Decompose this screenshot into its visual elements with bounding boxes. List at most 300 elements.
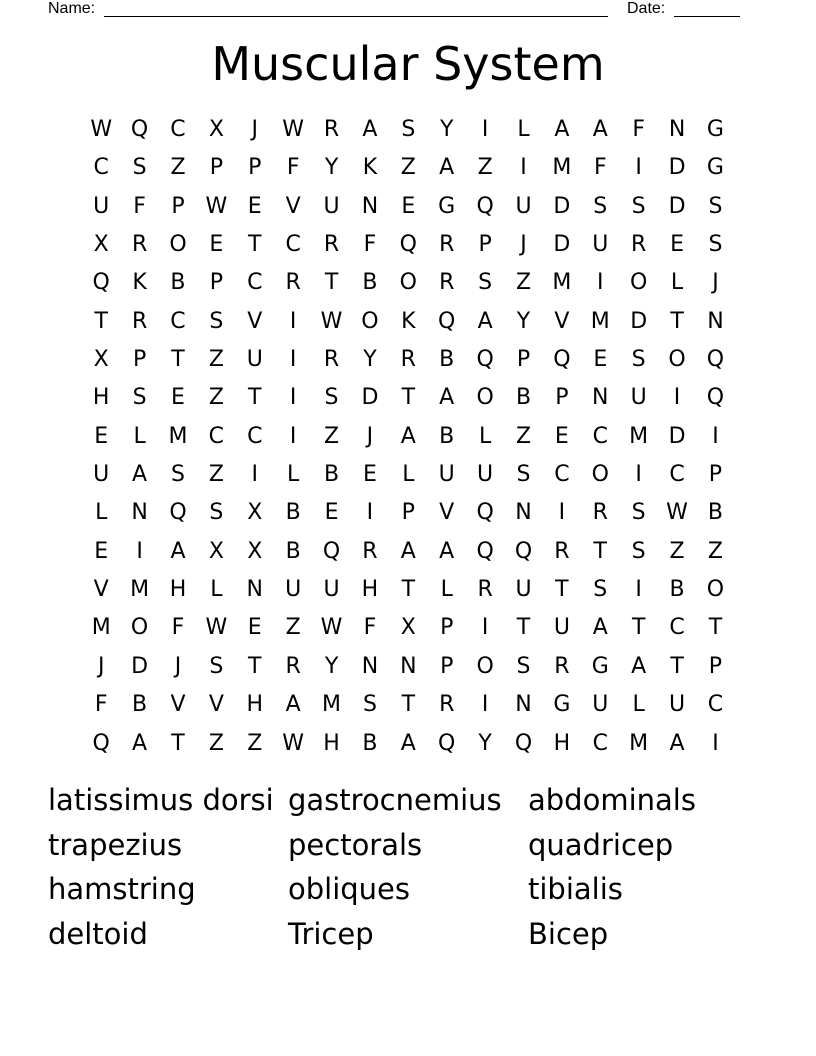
grid-cell: I <box>635 155 642 181</box>
grid-cell: Q <box>130 117 149 142</box>
grid-cell: A <box>362 117 378 142</box>
grid-cell: D <box>630 308 648 334</box>
grid-cell: S <box>516 653 531 679</box>
word-list-item: hamstring <box>48 872 196 906</box>
grid-cell: C <box>592 730 608 756</box>
word-list-item: obliques <box>288 872 411 906</box>
grid-cell: M <box>130 577 150 603</box>
grid-cell: S <box>209 500 224 526</box>
grid-cell: L <box>95 500 108 526</box>
grid-cell: P <box>401 500 415 526</box>
grid-cell: Z <box>208 730 224 756</box>
grid-cell: E <box>247 615 262 641</box>
grid-cell: Q <box>706 385 725 411</box>
grid-cell: G <box>438 193 456 219</box>
grid-cell: M <box>168 423 188 449</box>
grid-cell: D <box>361 385 379 411</box>
grid-cell: Q <box>92 270 110 296</box>
grid-cell: U <box>477 462 494 488</box>
grid-cell: L <box>478 423 492 449</box>
grid-cell: B <box>707 500 723 526</box>
grid-cell: M <box>629 423 649 449</box>
grid-cell: D <box>668 423 686 449</box>
grid-cell: T <box>401 385 416 411</box>
grid-cell: U <box>592 692 609 718</box>
grid-cell: Z <box>515 423 532 449</box>
grid-cell: V <box>208 692 224 718</box>
grid-cell: S <box>478 270 493 296</box>
grid-cell: I <box>635 462 642 488</box>
grid-cell: B <box>515 385 532 411</box>
grid-cell: D <box>553 193 571 219</box>
grid-cell: Y <box>478 730 492 756</box>
grid-cell: R <box>592 500 608 526</box>
grid-cell: A <box>400 423 416 449</box>
grid-cell: P <box>708 462 723 488</box>
grid-cell: A <box>439 538 455 564</box>
grid-cell: L <box>440 577 453 603</box>
grid-cell: C <box>592 423 608 449</box>
grid-cell: R <box>439 692 455 718</box>
grid-cell: Q <box>92 730 110 756</box>
grid-cell: T <box>708 615 723 641</box>
grid-cell: X <box>400 615 416 641</box>
grid-cell: B <box>170 270 186 296</box>
grid-cell: T <box>401 577 416 603</box>
grid-cell: Z <box>208 347 224 373</box>
grid-cell: M <box>91 615 111 641</box>
grid-cell: Q <box>476 500 494 526</box>
grid-cell: B <box>439 347 455 373</box>
grid-cell: P <box>171 193 185 219</box>
grid-cell: R <box>131 308 148 334</box>
grid-cell: B <box>362 730 378 756</box>
grid-cell: I <box>673 385 681 411</box>
grid-cell: P <box>209 155 223 181</box>
letter-grid <box>82 111 735 763</box>
grid-cell: O <box>476 653 494 679</box>
grid-cell: I <box>712 730 719 756</box>
grid-cell: Y <box>363 347 377 373</box>
grid-cell: A <box>400 730 416 756</box>
grid-cell: D <box>668 155 686 181</box>
grid-cell: U <box>669 692 686 718</box>
grid-cell: L <box>210 577 223 603</box>
grid-cell: H <box>169 577 187 603</box>
name-label: Name: <box>48 0 96 17</box>
grid-cell: B <box>132 692 148 718</box>
grid-cell: M <box>552 155 572 181</box>
word-list-item: tibialis <box>528 872 623 906</box>
grid-cell: I <box>520 155 527 181</box>
name-blank-line <box>104 16 608 17</box>
grid-cell: C <box>170 308 186 334</box>
grid-cell: W <box>282 117 305 142</box>
grid-cell: Z <box>208 462 224 488</box>
word-list-item: gastrocnemius <box>288 783 502 817</box>
grid-cell: R <box>131 232 148 258</box>
grid-cell: O <box>130 615 149 641</box>
grid-cell: C <box>707 692 724 718</box>
grid-cell: T <box>631 615 646 641</box>
word-list-item: pectorals <box>288 827 423 862</box>
grid-cell: E <box>362 462 377 488</box>
grid-cell: Y <box>439 117 454 142</box>
grid-cell: B <box>669 577 685 603</box>
grid-cell: I <box>712 423 719 449</box>
grid-cell: O <box>169 232 187 258</box>
grid-cell: I <box>251 462 258 488</box>
grid-cell: P <box>209 270 223 296</box>
grid-cell: B <box>362 270 378 296</box>
grid-cell: I <box>597 270 604 296</box>
grid-cell: F <box>363 615 377 641</box>
grid-cell: E <box>670 232 684 258</box>
grid-cell: S <box>132 155 147 181</box>
grid-cell: I <box>289 385 297 411</box>
grid-cell: W <box>666 500 688 526</box>
grid-cell: U <box>438 462 455 488</box>
grid-cell: I <box>136 538 143 564</box>
grid-cell: P <box>555 385 569 411</box>
grid-cell: V <box>285 193 301 219</box>
grid-cell: C <box>669 615 685 641</box>
grid-cell: Z <box>324 423 340 449</box>
grid-cell: Z <box>400 155 416 181</box>
grid-cell: C <box>554 462 570 488</box>
grid-cell: H <box>92 385 110 411</box>
grid-cell: S <box>593 193 608 219</box>
grid-cell: H <box>323 730 340 756</box>
grid-cell: R <box>439 270 455 296</box>
grid-cell: D <box>131 653 149 679</box>
grid-cell: B <box>439 423 455 449</box>
grid-cell: S <box>631 538 646 564</box>
grid-cell: I <box>635 577 642 603</box>
grid-cell: U <box>93 193 110 219</box>
grid-cell: T <box>324 270 339 296</box>
grid-cell: G <box>706 155 724 181</box>
grid-cell: S <box>631 500 646 526</box>
grid-cell: F <box>171 615 185 641</box>
grid-cell: A <box>631 653 647 679</box>
grid-cell: S <box>631 347 646 373</box>
grid-cell: M <box>552 270 572 296</box>
grid-cell: Q <box>706 347 725 373</box>
grid-cell: Y <box>324 653 339 679</box>
grid-cell: U <box>323 577 340 603</box>
grid-cell: P <box>440 615 454 641</box>
grid-cell: J <box>520 232 527 258</box>
grid-cell: X <box>93 232 109 258</box>
word-list-item: deltoid <box>48 916 148 951</box>
grid-cell: W <box>320 615 343 641</box>
grid-cell: U <box>246 347 263 373</box>
grid-cell: S <box>516 462 531 488</box>
grid-cell: H <box>361 577 379 603</box>
grid-cell: T <box>171 730 185 756</box>
word-list <box>48 778 768 956</box>
grid-cell: P <box>248 155 262 181</box>
grid-cell: R <box>323 347 340 373</box>
grid-cell: A <box>285 692 301 718</box>
grid-cell: Y <box>516 308 531 334</box>
grid-cell: N <box>131 500 148 526</box>
grid-cell: Q <box>399 232 417 258</box>
grid-cell: S <box>132 385 147 411</box>
grid-cell: G <box>553 692 571 718</box>
grid-cell: S <box>708 193 723 219</box>
grid-cell: Q <box>169 500 187 526</box>
grid-cell: R <box>631 232 647 258</box>
grid-cell: Q <box>438 308 456 334</box>
grid-cell: Z <box>669 538 685 564</box>
grid-cell: V <box>170 692 186 718</box>
grid-cell: T <box>670 308 684 334</box>
grid-cell: O <box>476 385 494 411</box>
grid-cell: L <box>402 462 415 488</box>
grid-cell: Z <box>285 615 301 641</box>
grid-cell: C <box>208 423 225 449</box>
grid-cell: Z <box>707 538 723 564</box>
grid-cell: I <box>289 308 297 334</box>
grid-cell: P <box>708 653 723 679</box>
grid-cell: T <box>670 653 684 679</box>
grid-cell: Z <box>247 730 263 756</box>
grid-cell: I <box>289 347 297 373</box>
grid-cell: B <box>285 500 301 526</box>
grid-cell: O <box>361 308 379 334</box>
grid-cell: P <box>516 347 531 373</box>
grid-cell: F <box>94 692 108 718</box>
grid-cell: U <box>515 577 532 603</box>
grid-cell: R <box>323 117 340 142</box>
grid-cell: Z <box>170 155 186 181</box>
grid-cell: R <box>554 653 570 679</box>
grid-cell: I <box>481 615 489 641</box>
grid-cell: Q <box>322 538 341 564</box>
grid-cell: N <box>515 500 532 526</box>
grid-cell: A <box>132 462 148 488</box>
grid-cell: R <box>323 232 340 258</box>
grid-cell: L <box>133 423 146 449</box>
grid-cell: V <box>554 308 570 334</box>
grid-cell: M <box>629 730 649 756</box>
grid-cell: S <box>209 308 224 334</box>
grid-cell: S <box>631 193 646 219</box>
grid-cell: Q <box>476 538 494 564</box>
grid-cell: U <box>93 462 110 488</box>
grid-cell: T <box>593 538 607 564</box>
grid-cell: I <box>289 423 297 449</box>
grid-cell: Z <box>515 270 532 296</box>
grid-cell: F <box>133 193 146 219</box>
grid-cell: F <box>363 232 377 258</box>
grid-cell: I <box>481 117 489 142</box>
grid-cell: N <box>515 692 532 718</box>
grid-cell: W <box>205 615 228 641</box>
grid-cell: L <box>287 462 300 488</box>
grid-cell: S <box>593 577 608 603</box>
word-list-item: Bicep <box>528 916 609 951</box>
grid-cell: A <box>592 615 608 641</box>
grid-cell: M <box>590 308 610 334</box>
grid-cell: B <box>323 462 340 488</box>
grid-cell: N <box>361 653 379 679</box>
grid-cell: C <box>247 270 263 296</box>
grid-cell: Q <box>514 538 533 564</box>
grid-cell: Q <box>438 730 456 756</box>
word-list-item: trapezius <box>48 827 183 862</box>
word-list-item: abdominals <box>528 783 696 817</box>
grid-cell: L <box>632 692 645 718</box>
grid-cell: C <box>93 155 109 181</box>
grid-cell: E <box>593 347 608 373</box>
grid-cell: D <box>668 193 686 219</box>
grid-cell: A <box>439 385 455 411</box>
grid-cell: K <box>132 270 147 296</box>
grid-cell: E <box>324 500 339 526</box>
grid-cell: E <box>94 423 109 449</box>
grid-cell: O <box>591 462 609 488</box>
grid-cell: U <box>323 193 340 219</box>
grid-cell: R <box>362 538 378 564</box>
grid-cell: U <box>285 577 302 603</box>
grid-cell: Q <box>514 730 533 756</box>
grid-cell: J <box>97 653 105 679</box>
grid-cell: J <box>251 117 258 142</box>
grid-cell: N <box>668 117 686 142</box>
grid-cell: G <box>591 653 609 679</box>
grid-cell: U <box>515 193 532 219</box>
grid-cell: J <box>174 653 182 679</box>
header-line <box>48 0 748 20</box>
grid-cell: N <box>246 577 263 603</box>
grid-cell: Z <box>477 155 493 181</box>
grid-cell: A <box>592 117 608 142</box>
grid-cell: Q <box>476 347 494 373</box>
grid-cell: S <box>170 462 185 488</box>
grid-cell: N <box>361 193 379 219</box>
grid-cell: S <box>401 117 416 142</box>
grid-cell: T <box>248 232 262 258</box>
grid-cell: S <box>324 385 339 411</box>
grid-cell: N <box>400 653 417 679</box>
grid-cell: A <box>400 538 416 564</box>
grid-cell: U <box>592 232 609 258</box>
grid-cell: H <box>553 730 571 756</box>
grid-cell: K <box>362 155 378 181</box>
grid-cell: H <box>246 692 264 718</box>
grid-cell: T <box>171 347 185 373</box>
grid-cell: C <box>247 423 263 449</box>
grid-cell: J <box>366 423 374 449</box>
grid-cell: A <box>477 308 493 334</box>
grid-cell: Q <box>476 193 494 219</box>
grid-cell: O <box>630 270 648 296</box>
grid-cell: F <box>593 155 607 181</box>
grid-cell: U <box>553 615 570 641</box>
grid-cell: B <box>285 538 301 564</box>
grid-cell: Z <box>208 385 224 411</box>
grid-cell: J <box>712 270 719 296</box>
grid-cell: A <box>132 730 148 756</box>
grid-cell: X <box>247 500 263 526</box>
grid-cell: N <box>592 385 609 411</box>
grid-cell: F <box>632 117 645 142</box>
grid-cell: A <box>439 155 455 181</box>
grid-cell: R <box>554 538 570 564</box>
grid-cell: X <box>93 347 109 373</box>
grid-cell: V <box>439 500 455 526</box>
grid-cell: S <box>362 692 377 718</box>
grid-cell: T <box>248 385 262 411</box>
grid-cell: I <box>481 692 489 718</box>
grid-cell: N <box>707 308 724 334</box>
grid-cell: P <box>132 347 147 373</box>
grid-cell: W <box>320 308 343 334</box>
grid-cell: R <box>400 347 416 373</box>
grid-cell: W <box>282 730 305 756</box>
grid-cell: C <box>669 462 685 488</box>
grid-cell: A <box>669 730 685 756</box>
grid-cell: O <box>668 347 686 373</box>
grid-cell: Q <box>553 347 571 373</box>
grid-cell: E <box>401 193 416 219</box>
grid-cell: V <box>247 308 263 334</box>
grid-cell: T <box>248 653 262 679</box>
grid-cell: Y <box>324 155 339 181</box>
grid-cell: E <box>94 538 109 564</box>
date-label: Date: <box>627 0 666 17</box>
grid-cell: O <box>706 577 725 603</box>
grid-cell: E <box>247 193 262 219</box>
grid-cell: R <box>285 653 301 679</box>
grid-cell: W <box>205 193 228 219</box>
grid-cell: I <box>558 500 566 526</box>
grid-cell: F <box>286 155 300 181</box>
word-list-item: latissimus dorsi <box>48 783 274 817</box>
grid-cell: X <box>208 117 224 142</box>
grid-cell: W <box>90 117 113 142</box>
grid-cell: E <box>171 385 185 411</box>
grid-cell: K <box>401 308 416 334</box>
grid-cell: T <box>516 615 531 641</box>
word-list-item: quadricep <box>528 827 674 862</box>
grid-cell: U <box>630 385 647 411</box>
grid-cell: G <box>706 117 724 142</box>
word-list-item: Tricep <box>288 916 374 951</box>
grid-cell: L <box>670 270 684 296</box>
grid-cell: P <box>440 653 454 679</box>
grid-cell: D <box>553 232 571 258</box>
grid-cell: I <box>366 500 374 526</box>
grid-cell: M <box>322 692 342 718</box>
grid-cell: T <box>555 577 569 603</box>
grid-cell: X <box>208 538 224 564</box>
grid-cell: X <box>247 538 263 564</box>
grid-cell: T <box>401 692 416 718</box>
grid-cell: C <box>285 232 301 258</box>
grid-cell: P <box>478 232 492 258</box>
grid-cell: S <box>708 232 723 258</box>
grid-cell: R <box>477 577 493 603</box>
grid-cell: A <box>554 117 570 142</box>
grid-cell: E <box>554 423 569 449</box>
grid-cell: V <box>93 577 109 603</box>
grid-cell: E <box>209 232 224 258</box>
grid-cell: C <box>170 117 186 142</box>
